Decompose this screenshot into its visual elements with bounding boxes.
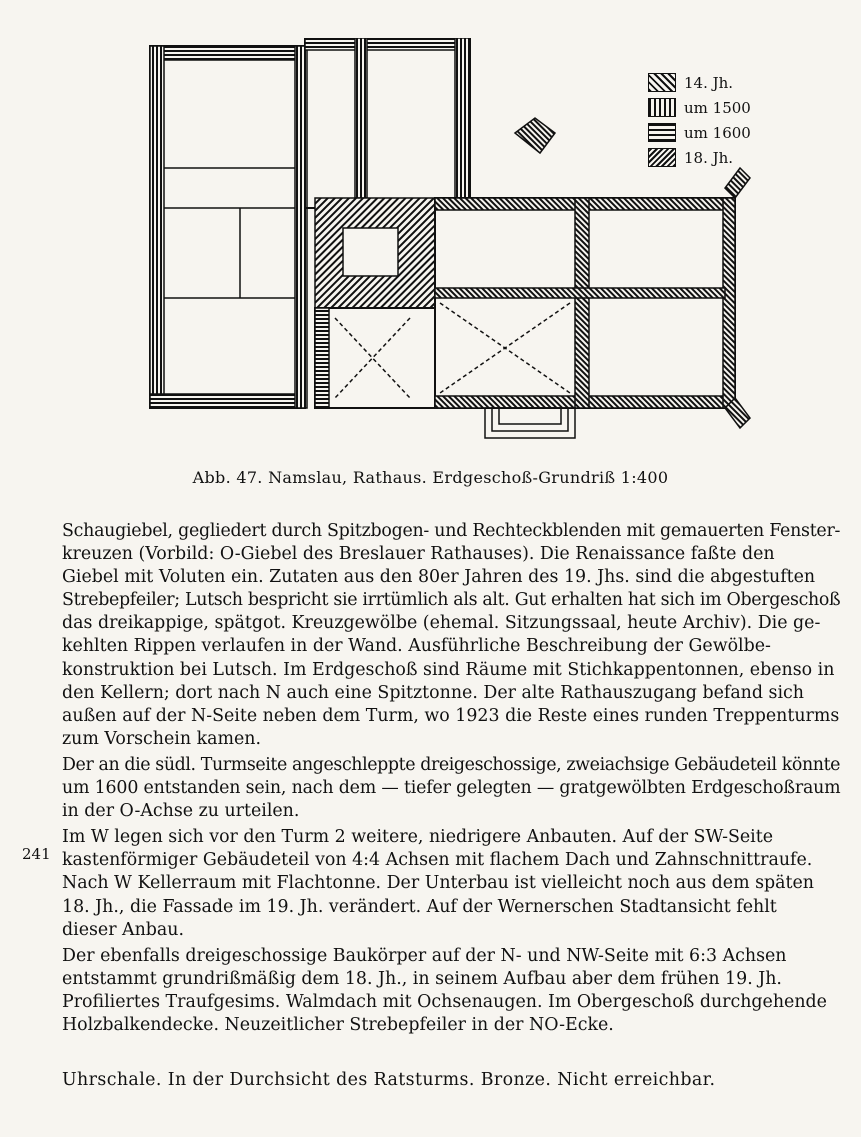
- text-line: kehlten Rippen verlaufen in der Wand. Ausführliche Beschreibung der Gewölbe-: [62, 636, 771, 657]
- paragraph: [62, 520, 840, 751]
- legend-item: [648, 95, 768, 120]
- text-line: zum Vorschein kamen.: [62, 728, 261, 749]
- text-line: das dreikappige, spätgot. Kreuzgewölbe (ehemal. Sitzungssaal, heute Archiv). Die ge-: [62, 613, 821, 634]
- text-line: kastenförmiger Gebäudeteil von 4:4 Achsen mit flachem Dach und Zahnschnittraufe.: [62, 850, 813, 871]
- text-line: Strebepfeiler; Lutsch bespricht sie irrtümlich als alt. Gut erhalten hat sich im Obergeschoß: [62, 590, 841, 611]
- legend-item: [648, 145, 768, 170]
- text-line: Der an die südl. Turmseite angeschleppte dreigeschossige, zweiachsige Gebäudeteil könnte: [62, 754, 841, 775]
- text-line: 18. Jh., die Fassade im 19. Jh. verändert. Auf der Wernerschen Stadtansicht fehlt: [62, 896, 777, 917]
- text-line: Im W legen sich vor den Turm 2 weitere, niedrigere Anbauten. Auf der SW-Seite: [62, 827, 773, 848]
- legend: [648, 70, 768, 170]
- text-line: um 1600 entstanden sein, nach dem — tiefer gelegten — gratgewölbten Erdgeschoßraum: [62, 778, 841, 799]
- legend-item: [648, 70, 768, 95]
- text-line: den Kellern; dort nach N auch eine Spitztonne. Der alte Rathauszugang befand sich: [62, 682, 804, 703]
- text-line: entstammt grundrißmäßig dem 18. Jh., in seinem Aufbau aber dem frühen 19. Jh.: [62, 968, 782, 989]
- text-line: in der O-Achse zu urteilen.: [62, 801, 300, 822]
- text-line: Schaugiebel, gegliedert durch Spitzbogen- und Rechteckblenden mit gemauerten Fenster-: [62, 521, 841, 541]
- text-line: Nach W Kellerraum mit Flachtonne. Der Unterbau ist vielleicht noch aus dem späten: [62, 873, 814, 894]
- margin-number: 241: [22, 845, 51, 863]
- legend-swatch-horizontal: [648, 123, 676, 142]
- legend-label: um 1600: [684, 123, 751, 142]
- text-line: dieser Anbau.: [62, 919, 185, 940]
- legend-item: [648, 120, 768, 145]
- text-line: Holzbalkendecke. Neuzeitlicher Strebepfeiler in der NO-Ecke.: [62, 1014, 614, 1035]
- legend-label: 18. Jh.: [684, 148, 734, 167]
- text-line: außen auf der N-Seite neben dem Turm, wo 1923 die Reste eines runden Treppenturms: [62, 705, 840, 726]
- legend-swatch-vertical: [648, 98, 676, 117]
- closing-line: Uhrschale. In der Durchsicht des Ratsturms. Bronze. Nicht erreichbar.: [62, 1070, 716, 1090]
- paragraph: [62, 754, 840, 823]
- legend-label: 14. Jh.: [684, 73, 734, 92]
- text-line: Profiliertes Traufgesims. Walmdach mit Ochsenaugen. Im Obergeschoß durchgehende: [62, 991, 827, 1012]
- legend-swatch-crosshatch: [648, 148, 676, 167]
- text-line: Giebel mit Voluten ein. Zutaten aus den 80er Jahren des 19. Jhs. sind die abgestuften: [62, 567, 816, 588]
- text-line: konstruktion bei Lutsch. Im Erdgeschoß sind Räume mit Stichkappentonnen, ebenso in: [62, 659, 835, 680]
- legend-swatch-diagonal: [648, 73, 676, 92]
- text-line: kreuzen (Vorbild: O-Giebel des Breslauer Rathauses). Die Renaissance faßte den: [62, 544, 775, 565]
- legend-label: um 1500: [684, 98, 751, 117]
- paragraph: [62, 826, 840, 941]
- paragraph: [62, 945, 840, 1037]
- text-line: Der ebenfalls dreigeschossige Baukörper auf der N- und NW-Seite mit 6:3 Achsen: [62, 945, 787, 966]
- figure-caption: Abb. 47. Namslau, Rathaus. Erdgeschoß-Grundriß 1:400: [192, 468, 669, 487]
- body-text: [62, 520, 840, 1040]
